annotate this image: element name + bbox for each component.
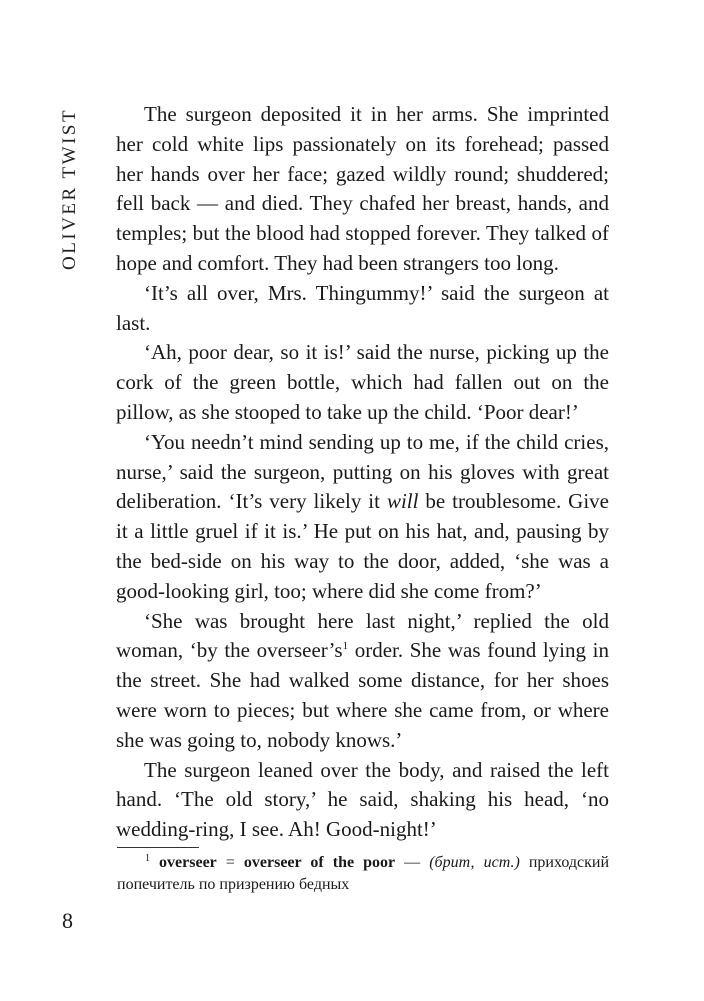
paragraph (116, 428, 609, 607)
footnote-reference[interactable]: 1 (342, 640, 349, 653)
footnote-dash: — (395, 854, 430, 871)
paragraph: ‘It’s all over, Mrs. Thingummy!’ said the surgeon at last. (116, 280, 609, 335)
running-head: OLIVER TWIST (59, 107, 80, 270)
footnote-separator (117, 847, 199, 848)
paragraph-text: ‘You needn’t mind sending up to me, if the child cries, nurse,’ said the surgeon, putting on his gloves with great deliberation. ‘It’s very likely it (116, 429, 609, 514)
paragraph: The surgeon deposited it in her arms. She imprinted her cold white lips passionately on its forehead; passed her hands over her face; gazed wildly round; shuddered; fell back — and died. They chafed her breast, hands, and temples; but the blood had stopped forever. They talked of hope and comfort. They had been strangers too long. (116, 102, 609, 275)
footnote-equals: = (216, 854, 244, 871)
body-text (116, 100, 609, 845)
paragraph (116, 607, 609, 756)
paragraph-text: ‘She was brought here last night,’ replied the old woman, ‘by the overseer’s (116, 608, 609, 663)
footnote-term: overseer (159, 854, 217, 871)
footnote-translation: приходский попечитель по призрению бедных (117, 854, 610, 893)
footnote (117, 852, 609, 896)
paragraph: ‘Ah, poor dear, so it is!’ said the nurse, picking up the cork of the green bottle, which had fallen out on the pillow, as she stooped to take up the child. ‘Poor dear!’ (116, 340, 609, 424)
paragraph-text: be troublesome. Give it a little gruel if it is.’ He put on his hat, and, pausing by the bed-side on his way to the door, added, ‘she was a good-looking girl, too; where did she come from?’ (116, 489, 610, 603)
footnote-mark: 1 (145, 853, 150, 864)
footnote-note: (брит, ист.) (429, 854, 520, 871)
paragraph: The surgeon leaned over the body, and raised the left hand. ‘The old story,’ he said, shaking his head, ‘no wedding-ring, I see. Ah! Good-night!’ (116, 757, 609, 842)
footnote-definition: overseer of the poor (243, 854, 396, 871)
page-number: 8 (62, 908, 73, 933)
emphasis: will (386, 489, 419, 514)
paragraph-text: order. She was found lying in the street. She had walked some distance, for her shoes were worn to pieces; but where she came from, or where she was going to, nobody knows.’ (116, 638, 609, 752)
